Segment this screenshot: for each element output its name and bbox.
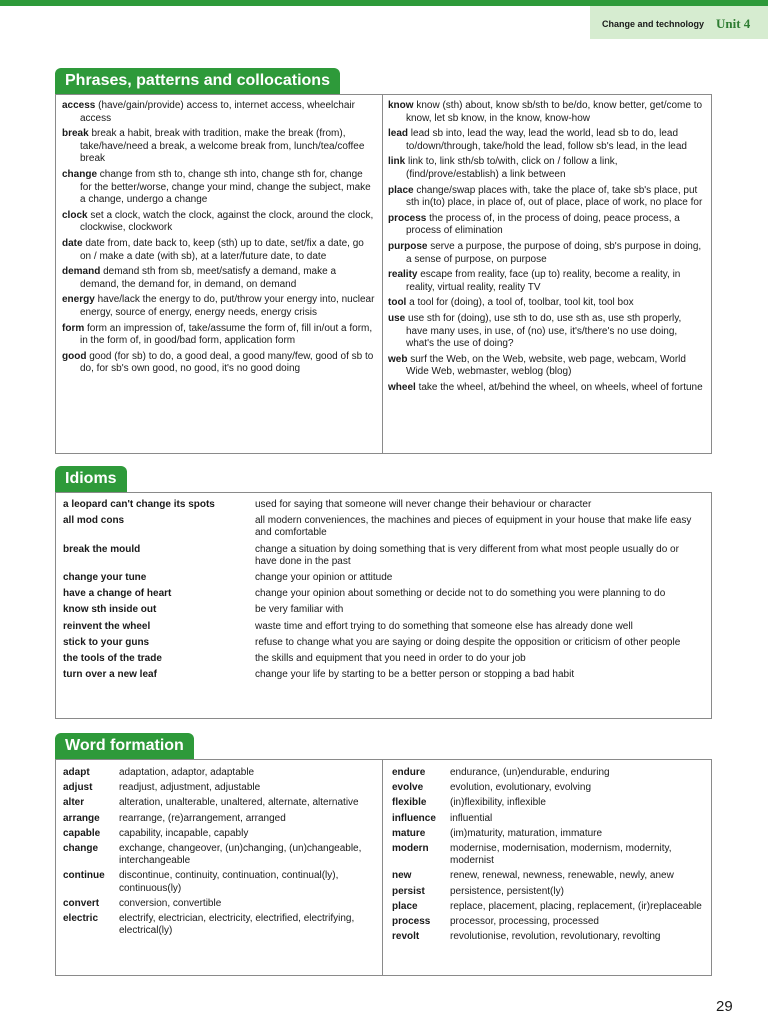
phrase-headword: use bbox=[388, 312, 406, 324]
idiom-row bbox=[63, 544, 703, 572]
phrase-headword: change bbox=[62, 168, 98, 180]
idiom-phrase: know sth inside out bbox=[63, 604, 157, 616]
idiom-phrase: reinvent the wheel bbox=[63, 620, 151, 632]
phrase-entry bbox=[388, 313, 704, 351]
idiom-row bbox=[63, 653, 703, 669]
idiom-row bbox=[63, 572, 703, 588]
derived-forms: renew, renewal, newness, renewable, newly, anew bbox=[450, 870, 674, 882]
phrase-collocations: form an impression of, take/assume the form of, fill in/out a form, in the form of, in good/bad form, application form bbox=[80, 322, 373, 347]
base-word: convert bbox=[63, 897, 100, 909]
base-word: process bbox=[392, 916, 431, 928]
derived-forms: readjust, adjustment, adjustable bbox=[119, 782, 261, 794]
phrase-headword: form bbox=[62, 322, 85, 334]
idiom-meaning: change your opinion about something or decide not to do something you were planning to do bbox=[255, 588, 666, 600]
idiom-phrase: the tools of the trade bbox=[63, 653, 162, 665]
phrase-entry bbox=[62, 238, 376, 263]
phrases-right-column bbox=[388, 100, 704, 397]
derived-forms: (in)flexibility, inflexible bbox=[450, 797, 546, 809]
phrase-entry bbox=[388, 185, 704, 210]
word-formation-row bbox=[392, 797, 706, 812]
section-name: Change and technology bbox=[602, 19, 705, 29]
phrase-collocations: set a clock, watch the clock, against the clock, around the clock, clockwise, clockwork bbox=[80, 209, 374, 234]
derived-forms: alteration, unalterable, unaltered, alternate, alternative bbox=[119, 797, 359, 809]
phrase-entry bbox=[388, 156, 704, 181]
base-word: adjust bbox=[63, 782, 93, 794]
base-word: endure bbox=[392, 767, 426, 778]
phrase-collocations: use sth for (doing), use sth to do, use sth as, use sth properly, have many uses, in use, of (no) use, it's/there's no use doing, what's the use of doing? bbox=[406, 312, 682, 350]
phrase-headword: lead bbox=[388, 128, 409, 140]
word-formation-title: Word formation bbox=[55, 733, 194, 759]
idiom-phrase: change your tune bbox=[63, 572, 147, 584]
phrase-collocations: break a habit, break with tradition, make the break (from), take/have/need a break, a welcome break from, lunch/tea/coffee break bbox=[80, 128, 365, 165]
phrase-entry bbox=[62, 351, 376, 376]
derived-forms: modernise, modernisation, modernism, modernity, modernist bbox=[450, 843, 672, 867]
phrase-entry bbox=[388, 354, 704, 379]
phrase-headword: web bbox=[388, 353, 408, 365]
phrase-collocations: change/swap places with, take the place of, take sb's place, put sth in(to) place, in place of, out of place, place of work, no place for bbox=[406, 184, 703, 209]
idiom-phrase: all mod cons bbox=[63, 515, 125, 527]
word-formation-row bbox=[392, 843, 706, 870]
base-word: mature bbox=[392, 827, 426, 839]
phrase-entry bbox=[62, 294, 376, 319]
unit-header-tab bbox=[590, 6, 768, 39]
word-formation-right bbox=[392, 767, 706, 946]
derived-forms: influential bbox=[450, 812, 493, 824]
base-word: influence bbox=[392, 812, 436, 824]
derived-forms: (im)maturity, maturation, immature bbox=[450, 827, 603, 839]
word-formation-row bbox=[392, 916, 706, 931]
word-formation-row bbox=[63, 782, 373, 797]
phrases-left-column bbox=[62, 100, 376, 379]
base-word: new bbox=[392, 870, 412, 882]
idiom-row bbox=[63, 669, 703, 685]
derived-forms: persistence, persistent(ly) bbox=[450, 885, 564, 897]
phrase-headword: access bbox=[62, 100, 96, 111]
phrase-headword: wheel bbox=[388, 381, 416, 393]
base-word: arrange bbox=[63, 812, 100, 824]
phrase-collocations: know (sth) about, know sb/sth to be/do, know better, get/come to know, let sb know, in the know, know-how bbox=[406, 100, 703, 124]
word-formation-left bbox=[63, 767, 373, 940]
idiom-row bbox=[63, 637, 703, 653]
phrase-collocations: link to, link sth/sb to/with, click on / follow a link, (find/prove/establish) a link between bbox=[406, 156, 618, 180]
idiom-row bbox=[63, 515, 703, 543]
derived-forms: electrify, electrician, electricity, electrified, electrifying, electrical(ly) bbox=[119, 913, 355, 937]
idiom-meaning: all modern conveniences, the machines and pieces of equipment in your house that make life easy and comfortable bbox=[255, 515, 692, 539]
phrase-headword: link bbox=[388, 156, 406, 168]
phrase-entry bbox=[62, 323, 376, 348]
phrase-headword: place bbox=[388, 184, 414, 196]
phrase-collocations: take the wheel, at/behind the wheel, on wheels, wheel of fortune bbox=[418, 381, 703, 393]
derived-forms: evolution, evolutionary, evolving bbox=[450, 782, 592, 794]
phrase-headword: date bbox=[62, 237, 83, 249]
word-formation-row bbox=[63, 843, 373, 870]
word-formation-row bbox=[392, 767, 706, 782]
phrase-entry bbox=[388, 241, 704, 266]
word-formation-row bbox=[63, 913, 373, 940]
phrase-entry bbox=[388, 382, 704, 395]
unit-number: Unit 4 bbox=[716, 16, 751, 31]
idiom-row bbox=[63, 588, 703, 604]
derived-forms: revolutionise, revolution, revolutionary, revolting bbox=[450, 931, 661, 943]
word-formation-row bbox=[63, 813, 373, 828]
idioms-title: Idioms bbox=[55, 466, 127, 492]
word-formation-row bbox=[63, 767, 373, 782]
idiom-meaning: the skills and equipment that you need in order to do your job bbox=[255, 653, 526, 665]
derived-forms: replace, placement, placing, replacement, (ir)replaceable bbox=[450, 900, 702, 912]
derived-forms: discontinue, continuity, continuation, continual(ly), continuous(ly) bbox=[119, 870, 339, 894]
derived-forms: processor, processing, processed bbox=[450, 916, 599, 928]
idiom-meaning: change your life by starting to be a better person or stopping a bad habit bbox=[255, 669, 575, 681]
phrase-headword: know bbox=[388, 100, 414, 111]
phrase-collocations: demand sth from sb, meet/satisfy a demand, make a demand, the demand for, in demand, on demand bbox=[80, 266, 337, 290]
page-number: 29 bbox=[716, 998, 733, 1015]
idiom-row bbox=[63, 604, 703, 620]
word-formation-row bbox=[392, 828, 706, 843]
base-word: persist bbox=[392, 885, 425, 897]
phrase-collocations: serve a purpose, the purpose of doing, sb's purpose in doing, a sense of purpose, on purpose bbox=[406, 240, 702, 265]
phrase-headword: process bbox=[388, 212, 427, 224]
phrase-collocations: change from sth to, change sth into, change sth for, change for the better/worse, change your mind, change the subject, make a change, undergo a change bbox=[80, 168, 371, 206]
phrase-headword: energy bbox=[62, 294, 95, 306]
phrase-entry bbox=[388, 128, 704, 153]
phrase-entry bbox=[62, 266, 376, 291]
word-formation-row bbox=[63, 797, 373, 812]
idiom-phrase: break the mould bbox=[63, 543, 141, 555]
base-word: electric bbox=[63, 913, 99, 925]
idiom-row bbox=[63, 621, 703, 637]
word-formation-row bbox=[392, 931, 706, 946]
phrase-headword: clock bbox=[62, 209, 88, 221]
idiom-phrase: turn over a new leaf bbox=[63, 669, 157, 681]
derived-forms: conversion, convertible bbox=[119, 897, 222, 909]
idiom-meaning: refuse to change what you are saying or doing despite the opposition or criticism of other people bbox=[255, 636, 681, 648]
base-word: continue bbox=[63, 870, 105, 882]
phrase-entry bbox=[62, 169, 376, 207]
idioms-table bbox=[63, 499, 703, 685]
phrase-headword: tool bbox=[388, 297, 407, 309]
base-word: evolve bbox=[392, 782, 424, 794]
phrase-headword: reality bbox=[388, 269, 418, 281]
base-word: change bbox=[63, 843, 99, 855]
phrase-entry bbox=[388, 100, 704, 125]
word-formation-row bbox=[392, 886, 706, 901]
phrase-collocations: escape from reality, face (up to) reality, become a reality, in reality, virtual reality, reality TV bbox=[406, 269, 681, 293]
derived-forms: capability, incapable, capably bbox=[119, 827, 249, 839]
phrases-divider bbox=[382, 95, 383, 453]
idiom-meaning: used for saying that someone will never change their behaviour or character bbox=[255, 499, 592, 510]
idiom-meaning: be very familiar with bbox=[255, 604, 344, 616]
phrase-headword: demand bbox=[62, 266, 101, 278]
phrase-collocations: (have/gain/provide) access to, internet access, wheelchair access bbox=[80, 100, 355, 124]
word-formation-row bbox=[63, 898, 373, 913]
idiom-phrase: have a change of heart bbox=[63, 588, 172, 600]
phrase-entry bbox=[388, 269, 704, 294]
phrase-entry bbox=[388, 213, 704, 238]
phrase-entry bbox=[62, 210, 376, 235]
idiom-phrase: a leopard can't change its spots bbox=[63, 499, 215, 510]
base-word: alter bbox=[63, 797, 85, 809]
idiom-meaning: change your opinion or attitude bbox=[255, 572, 393, 584]
idiom-row bbox=[63, 499, 703, 515]
derived-forms: exchange, changeover, (un)changing, (un)changeable, interchangeable bbox=[119, 843, 362, 867]
word-formation-row bbox=[392, 870, 706, 885]
word-formation-row bbox=[392, 782, 706, 797]
phrase-headword: good bbox=[62, 350, 87, 362]
idiom-meaning: change a situation by doing something that is very different from what most people usually do or have done in the past bbox=[255, 543, 679, 567]
base-word: modern bbox=[392, 843, 429, 855]
base-word: adapt bbox=[63, 767, 90, 778]
word-formation-row bbox=[63, 870, 373, 897]
word-formation-row bbox=[392, 901, 706, 916]
derived-forms: rearrange, (re)arrangement, arranged bbox=[119, 812, 286, 824]
phrase-collocations: date from, date back to, keep (sth) up to date, set/fix a date, go on / make a date (with sb), at a later/future date, to date bbox=[80, 237, 364, 262]
word-formation-row bbox=[63, 828, 373, 843]
phrase-collocations: the process of, in the process of doing, peace process, a process of elimination bbox=[406, 212, 680, 237]
word-formation-divider bbox=[382, 760, 383, 975]
base-word: revolt bbox=[392, 931, 420, 943]
phrase-collocations: good (for sb) to do, a good deal, a good many/few, good of sb to do, for sb's own good, no good, it's no good doing bbox=[80, 350, 374, 375]
phrase-collocations: surf the Web, on the Web, website, web page, webcam, World Wide Web, webmaster, weblog (blog) bbox=[406, 353, 686, 378]
base-word: flexible bbox=[392, 797, 427, 809]
phrase-collocations: a tool for (doing), a tool of, toolbar, tool kit, tool box bbox=[409, 297, 634, 309]
phrase-headword: purpose bbox=[388, 240, 428, 252]
base-word: capable bbox=[63, 827, 101, 839]
base-word: place bbox=[392, 900, 418, 912]
derived-forms: endurance, (un)endurable, enduring bbox=[450, 767, 610, 778]
idiom-phrase: stick to your guns bbox=[63, 636, 150, 648]
phrases-title: Phrases, patterns and collocations bbox=[55, 68, 340, 94]
phrase-entry bbox=[388, 297, 704, 310]
idiom-meaning: waste time and effort trying to do something that someone else has already done well bbox=[255, 620, 633, 632]
word-formation-row bbox=[392, 813, 706, 828]
phrase-headword: break bbox=[62, 128, 89, 140]
phrase-collocations: lead sb into, lead the way, lead the world, lead sb to do, lead to/down/through, take/hold the lead, follow sb's lead, in the lead bbox=[406, 128, 687, 152]
phrase-entry bbox=[62, 100, 376, 125]
derived-forms: adaptation, adaptor, adaptable bbox=[119, 767, 255, 778]
phrase-collocations: have/lack the energy to do, put/throw your energy into, nuclear energy, source of energy, energy needs, energy crisis bbox=[80, 294, 375, 318]
phrase-entry bbox=[62, 128, 376, 166]
